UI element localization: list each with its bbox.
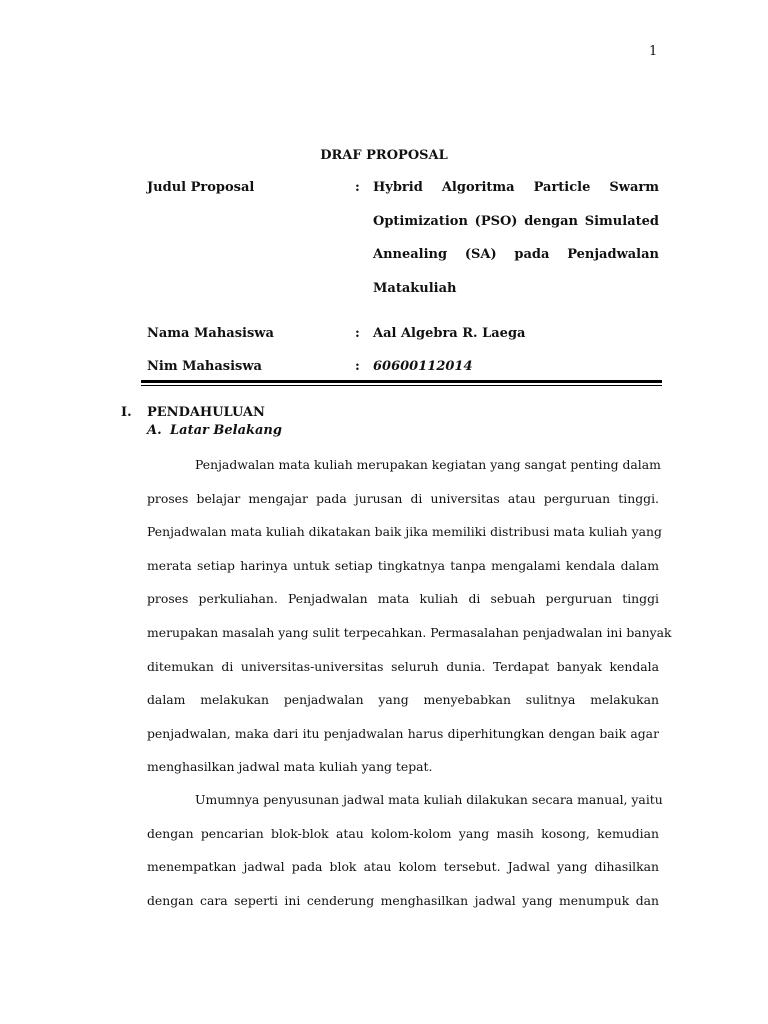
nama-label: Nama Mahasiswa xyxy=(147,326,274,341)
paragraph-line: Penjadwalan mata kuliah merupakan kegiatan yang sangat penting dalam xyxy=(195,457,661,472)
divider-thick xyxy=(141,380,662,383)
nim-colon: : xyxy=(355,359,360,374)
section-number: I. xyxy=(121,405,132,420)
info-row-nama xyxy=(147,326,659,346)
info-row-nim xyxy=(147,359,659,379)
subsection-number: A. xyxy=(147,423,162,438)
document-title: DRAF PROPOSAL xyxy=(320,148,448,163)
judul-line: Hybrid Algoritma Particle Swarm xyxy=(373,180,659,195)
section-title: PENDAHULUAN xyxy=(147,405,265,420)
judul-line: Optimization (PSO) dengan Simulated xyxy=(373,213,659,229)
paragraph-line: Penjadwalan mata kuliah dikatakan baik jika memiliki distribusi mata kuliah yang xyxy=(147,524,662,540)
paragraph-2 xyxy=(147,783,663,917)
paragraph-line: Umumnya penyusunan jadwal mata kuliah dilakukan secara manual, yaitu xyxy=(195,792,663,807)
paragraph-line: proses belajar mengajar pada jurusan di universitas atau perguruan tinggi. xyxy=(147,490,659,506)
paragraph-line: menghasilkan jadwal mata kuliah yang tepat. xyxy=(147,759,433,775)
paragraph-line: ditemukan di universitas-universitas seluruh dunia. Terdapat banyak kendala xyxy=(147,658,659,674)
nim-label: Nim Mahasiswa xyxy=(147,359,262,374)
page-number: 1 xyxy=(649,44,658,59)
nama-value: Aal Algebra R. Laega xyxy=(373,326,526,341)
judul-line: Annealing (SA) pada Penjadwalan xyxy=(373,247,659,263)
paragraph-line: penjadwalan, maka dari itu penjadwalan harus diperhitungkan dengan baik agar xyxy=(147,725,659,741)
subsection-heading xyxy=(147,423,282,438)
paragraph-line: menempatkan jadwal pada blok atau kolom tersebut. Jadwal yang dihasilkan xyxy=(147,859,659,875)
paragraph-line: dalam melakukan penjadwalan yang menyebabkan sulitnya melakukan xyxy=(147,692,659,708)
judul-line: Matakuliah xyxy=(373,281,457,297)
info-row-judul xyxy=(147,180,659,310)
paragraph-line: dengan pencarian blok-blok atau kolom-kolom yang masih kosong, kemudian xyxy=(147,825,659,841)
judul-value xyxy=(373,171,659,306)
paragraph-line: dengan cara seperti ini cenderung menghasilkan jadwal yang menumpuk dan xyxy=(147,892,659,908)
judul-label: Judul Proposal xyxy=(147,180,255,195)
judul-colon: : xyxy=(355,180,360,195)
nama-colon: : xyxy=(355,326,360,341)
paragraph-line: proses perkuliahan. Penjadwalan mata kuliah di sebuah perguruan tinggi xyxy=(147,591,659,607)
paragraph-line: merupakan masalah yang sulit terpecahkan. Permasalahan penjadwalan ini banyak xyxy=(147,624,672,640)
subsection-title: Latar Belakang xyxy=(170,423,282,438)
paragraph-1 xyxy=(147,448,672,784)
section-heading xyxy=(121,405,265,420)
divider-thin xyxy=(141,385,662,386)
nim-value: 60600112014 xyxy=(373,359,473,374)
paragraph-line: merata setiap harinya untuk setiap tingkatnya tanpa mengalami kendala dalam xyxy=(147,557,659,573)
